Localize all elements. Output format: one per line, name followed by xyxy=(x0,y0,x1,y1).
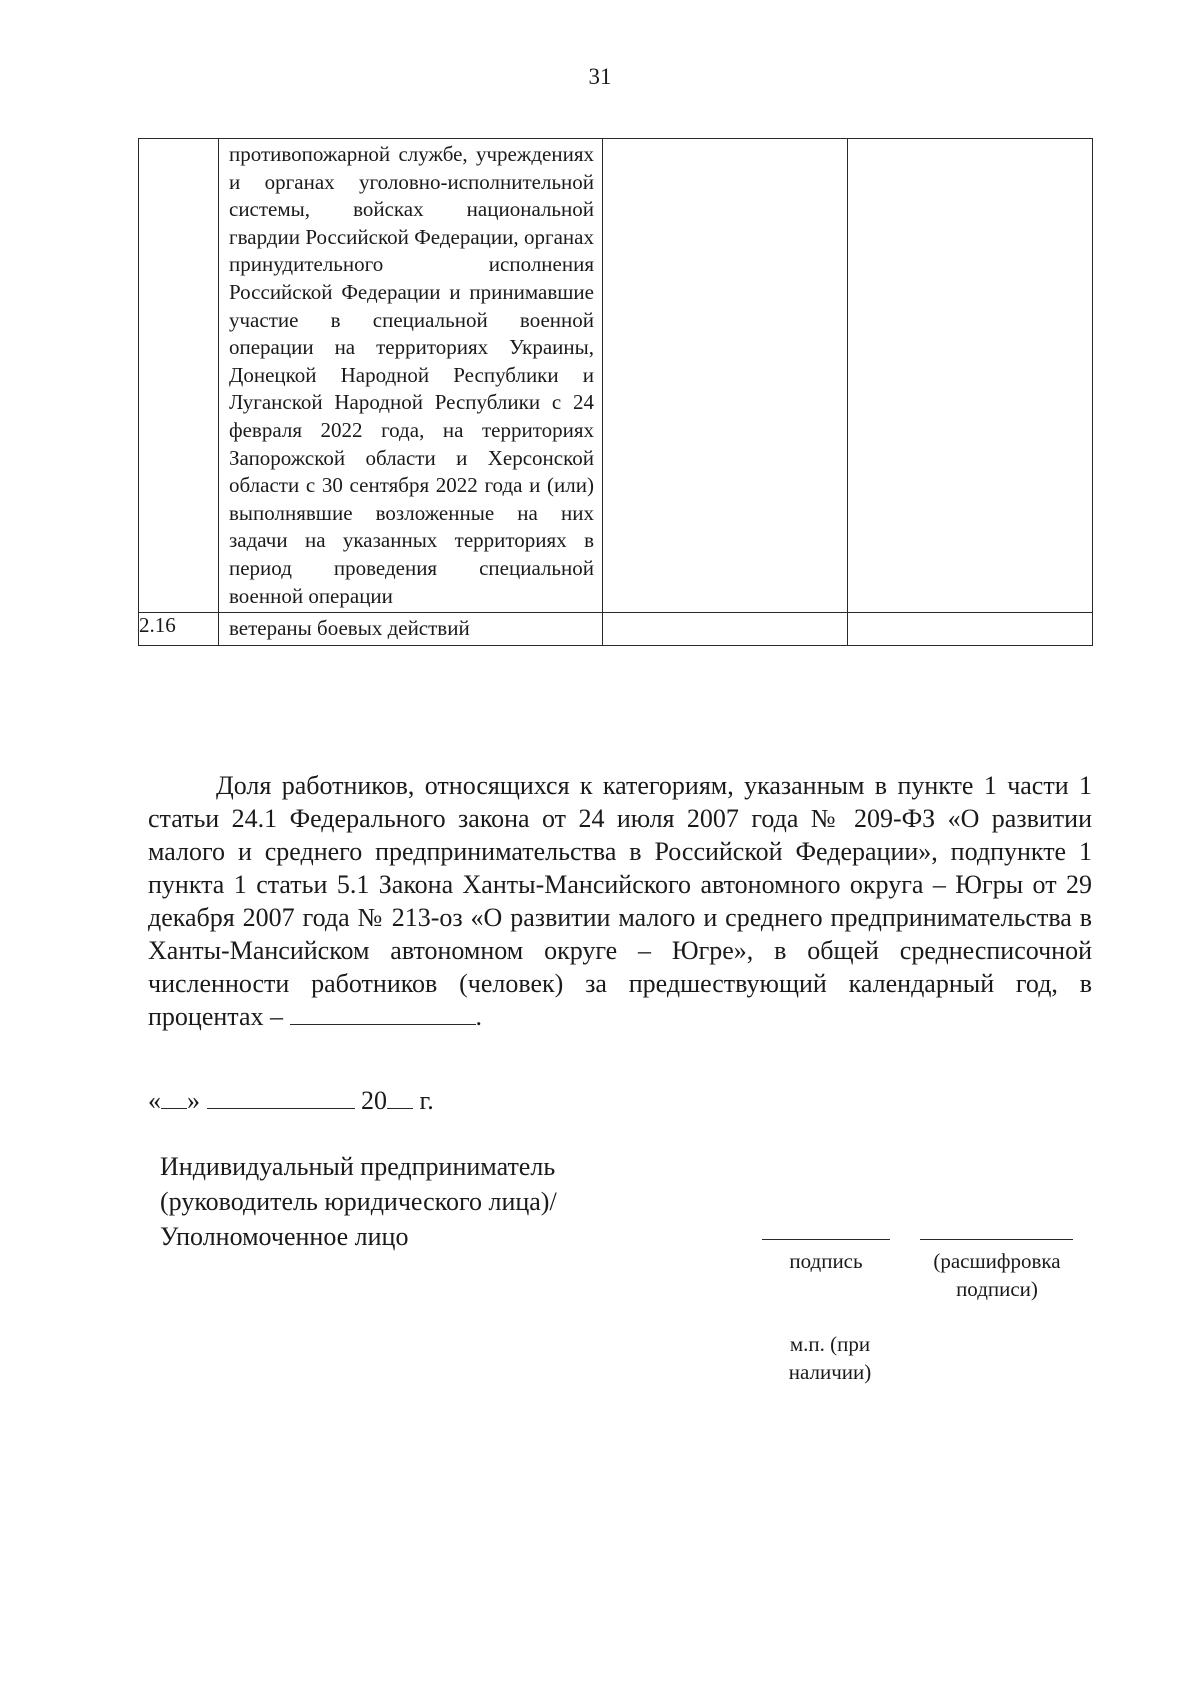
row-number-cell xyxy=(139,139,219,613)
percent-blank-line xyxy=(290,1000,476,1025)
open-quote: « xyxy=(148,1086,161,1115)
month-blank xyxy=(207,1086,355,1109)
signer-line: Уполномоченное лицо xyxy=(160,1222,409,1251)
day-blank xyxy=(161,1086,187,1109)
document-table xyxy=(138,138,1093,646)
empty-cell xyxy=(848,139,1093,613)
category-text: противопожарной службе, учреждениях и органах уголовно-исполнительной системы, войсках национальной гвардии Российской Федерации, органах принудительного исполнения Российской Федерации и принимавшие участие в специальной военной операции на территориях Украины, Донецкой Народной Республики и Луганской Народной Республики с 24 февраля 2022 года, на территориях Запорожской области и Херсонской области с 30 сентября 2022 года и (или) выполнявшие возложенные на них задачи на указанных территориях в период проведения специальной военной операции xyxy=(229,142,594,608)
row-number-cell: 2.16 xyxy=(139,613,219,646)
signer-line: (руководитель юридического лица)/ xyxy=(160,1187,557,1216)
signature-label: подпись xyxy=(789,1249,863,1273)
category-cell xyxy=(219,139,603,613)
category-text: ветераны боевых действий xyxy=(229,616,470,641)
stamp-note xyxy=(775,1330,885,1386)
paragraph-text: Доля работников, относящихся к категориям, указанным в пункте 1 части 1 статьи 24.1 Федерального закона от 24 июля 2007 года № 209-ФЗ «О развитии малого и среднего предпринимательства в Российской Федерации», подпункте 1 пункта 1 статьи 5.1 Закона Ханты-Мансийского автономного округа – Югры от 29 декабря 2007 года № 213-оз «О развитии малого и среднего предпринимательства в Ханты-Мансийском автономном округе – Югре», в общей среднесписочной численности работников (человек) за предшествующий календарный год, в процентах – xyxy=(148,771,1092,1031)
table-row xyxy=(139,139,1093,613)
decoding-label-line: подписи) xyxy=(956,1277,1038,1301)
year-blank xyxy=(387,1086,413,1109)
table-row xyxy=(139,613,1093,646)
decoding-label-line: (расшифровка xyxy=(933,1249,1061,1273)
empty-cell xyxy=(848,613,1093,646)
employee-share-paragraph xyxy=(148,769,1092,1033)
signature-line xyxy=(762,1239,890,1240)
decoding-label xyxy=(912,1247,1082,1303)
empty-cell xyxy=(603,139,848,613)
close-quote: » xyxy=(187,1086,200,1115)
signer-block xyxy=(160,1149,557,1254)
empty-cell xyxy=(603,613,848,646)
signer-line: Индивидуальный предприниматель xyxy=(160,1152,556,1181)
date-line xyxy=(148,1086,434,1116)
category-cell xyxy=(219,613,603,646)
stamp-line: м.п. (при xyxy=(789,1332,871,1356)
stamp-line: наличии) xyxy=(788,1360,872,1384)
year-prefix: 20 xyxy=(361,1086,387,1115)
page-number: 31 xyxy=(588,64,612,89)
year-suffix: г. xyxy=(413,1086,434,1115)
decoding-line xyxy=(920,1239,1073,1240)
paragraph-end: . xyxy=(475,1002,483,1031)
